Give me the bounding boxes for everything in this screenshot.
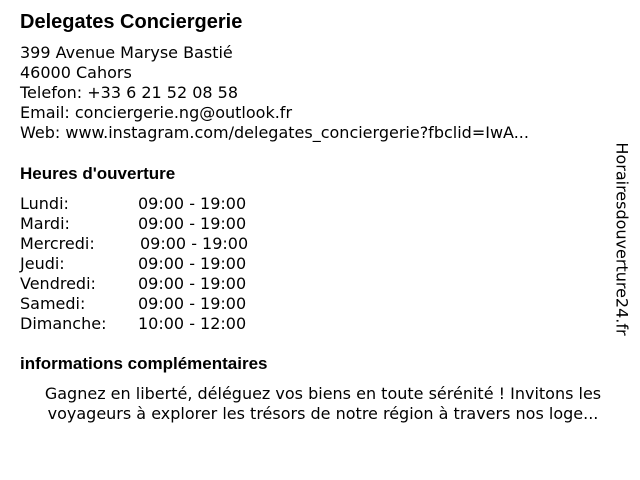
hours-row	[20, 234, 280, 254]
hours-row	[20, 274, 280, 294]
info-description	[20, 384, 626, 424]
contact-block	[20, 43, 529, 143]
watermark-text: Horairesdouverture24.fr	[612, 142, 632, 336]
info-heading: informations complémentaires	[20, 354, 268, 373]
hours-time: 09:00 - 19:00	[138, 254, 247, 273]
hours-time: 09:00 - 19:00	[138, 294, 247, 313]
info-line: Gagnez en liberté, déléguez vos biens en toute sérénité ! Invitons les	[44, 384, 602, 403]
address-city: 46000 Cahors	[20, 63, 132, 82]
hours-row	[20, 314, 280, 334]
phone-link[interactable]: Telefon: +33 6 21 52 08 58	[20, 83, 239, 102]
address-street: 399 Avenue Maryse Bastié	[20, 43, 233, 62]
watermark	[612, 134, 632, 344]
hours-day: Mardi:	[20, 214, 70, 233]
hours-time: 09:00 - 19:00	[138, 214, 247, 233]
hours-time: 09:00 - 19:00	[138, 274, 247, 293]
email-link[interactable]: Email: conciergerie.ng@outlook.fr	[20, 103, 293, 122]
hours-row	[20, 214, 280, 234]
hours-row	[20, 194, 280, 214]
hours-table	[20, 194, 280, 334]
hours-row	[20, 294, 280, 314]
hours-day: Mercredi:	[20, 234, 95, 253]
info-line: voyageurs à explorer les trésors de notre région à travers nos loge...	[47, 404, 599, 423]
business-name: Delegates Conciergerie	[20, 11, 243, 33]
hours-time: 09:00 - 19:00	[138, 194, 247, 213]
hours-time: 09:00 - 19:00	[140, 234, 249, 253]
hours-time: 10:00 - 12:00	[138, 314, 247, 333]
hours-day: Dimanche:	[20, 314, 107, 333]
hours-row	[20, 254, 280, 274]
hours-day: Vendredi:	[20, 274, 96, 293]
hours-day: Samedi:	[20, 294, 86, 313]
hours-day: Lundi:	[20, 194, 69, 213]
hours-day: Jeudi:	[20, 254, 65, 273]
hours-heading: Heures d'ouverture	[20, 164, 176, 183]
website-link[interactable]: Web: www.instagram.com/delegates_conciergerie?fbclid=IwA...	[20, 123, 529, 142]
